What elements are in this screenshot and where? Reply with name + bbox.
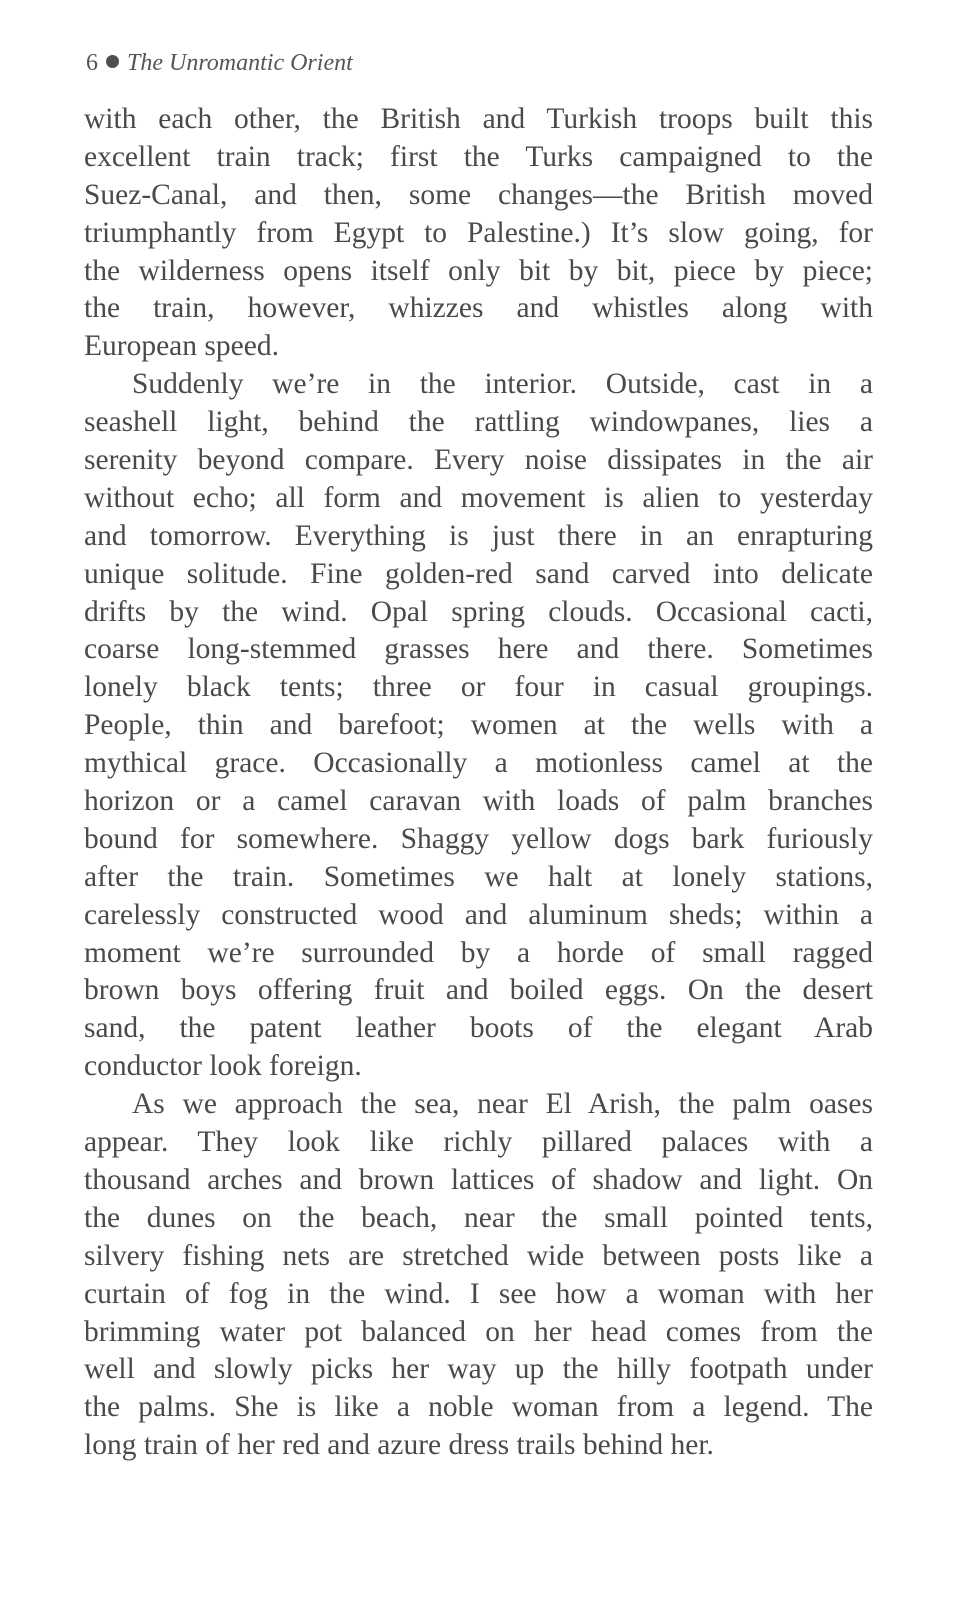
text-line: [84, 290, 873, 328]
text-line: [84, 972, 873, 1010]
text-line: [84, 897, 873, 935]
text-line-content: carelessly constructed wood and aluminum sheds; within a: [84, 898, 873, 931]
paragraph: [84, 1086, 873, 1465]
text-line-content: silvery fishing nets are stretched wide between posts like a: [84, 1239, 873, 1272]
text-line-content: coarse long-stemmed grasses here and there. Sometimes: [84, 633, 873, 666]
text-line: [84, 821, 873, 859]
text-line-content: horizon or a camel caravan with loads of palm branches: [84, 785, 873, 818]
text-line: [84, 1010, 873, 1048]
text-line-content: without echo; all form and movement is alien to yesterday: [84, 481, 873, 514]
text-line: [84, 1427, 873, 1465]
text-line-content: the dunes on the beach, near the small pointed tents,: [84, 1201, 873, 1234]
text-line-content: well and slowly picks her way up the hilly footpath under: [84, 1353, 873, 1386]
text-line: [84, 1276, 873, 1314]
text-line-content: triumphantly from Egypt to Palestine.) It’s slow going, for: [84, 216, 873, 249]
text-line: [84, 101, 873, 139]
text-line: [84, 177, 873, 215]
text-line: [84, 253, 873, 291]
running-head: [86, 48, 353, 78]
text-line: [84, 707, 873, 745]
text-line-content: the train, however, whizzes and whistles along with: [84, 292, 873, 325]
text-line-content: mythical grace. Occasionally a motionless camel at the: [84, 747, 873, 780]
text-line-content: excellent train track; first the Turks campaigned to the: [84, 140, 873, 173]
text-line-content: Suez-Canal, and then, some changes—the British moved: [84, 178, 873, 211]
text-line: [84, 594, 873, 632]
text-line-content: brown boys offering fruit and boiled eggs. On the desert: [84, 974, 873, 1007]
text-line: [84, 328, 873, 366]
text-line: [84, 404, 873, 442]
text-line-content: and tomorrow. Everything is just there in an enrapturing: [84, 519, 873, 552]
text-line: [84, 1124, 873, 1162]
text-line: [84, 1162, 873, 1200]
text-line: [84, 1048, 873, 1086]
text-line-content: conductor look foreign.: [84, 1050, 362, 1083]
text-line-content: seashell light, behind the rattling windowpanes, lies a: [84, 406, 873, 439]
text-line: [84, 631, 873, 669]
text-line-content: the palms. She is like a noble woman from a legend. The: [84, 1391, 873, 1424]
text-line: [84, 556, 873, 594]
text-line-content: People, thin and barefoot; women at the wells with a: [84, 709, 873, 742]
text-line: [84, 1200, 873, 1238]
text-line: [84, 1351, 873, 1389]
text-line: [84, 1389, 873, 1427]
text-line: [84, 783, 873, 821]
text-line-content: bound for somewhere. Shaggy yellow dogs bark furiously: [84, 822, 873, 855]
text-line-content: curtain of fog in the wind. I see how a woman with her: [84, 1277, 873, 1310]
bullet-dot-icon: [106, 55, 119, 68]
text-line-content: drifts by the wind. Opal spring clouds. Occasional cacti,: [84, 595, 873, 628]
text-line: [84, 1086, 873, 1124]
text-line: [84, 669, 873, 707]
book-title: The Unromantic Orient: [127, 50, 353, 76]
body-text: [84, 101, 873, 1465]
text-line-content: thousand arches and brown lattices of shadow and light. On: [84, 1163, 873, 1196]
text-line: [84, 442, 873, 480]
text-line-content: brimming water pot balanced on her head comes from the: [84, 1315, 873, 1348]
text-line: [84, 1314, 873, 1352]
text-line: [84, 935, 873, 973]
text-line-content: moment we’re surrounded by a horde of small ragged: [84, 936, 873, 969]
text-line-content: the wilderness opens itself only bit by bit, piece by piece;: [84, 254, 873, 287]
page-number: 6: [86, 50, 98, 76]
text-line-content: long train of her red and azure dress trails behind her.: [84, 1429, 714, 1462]
text-line-content: European speed.: [84, 330, 279, 363]
paragraph: [84, 101, 873, 366]
text-line: [84, 139, 873, 177]
text-line-content: with each other, the British and Turkish troops built this: [84, 103, 873, 135]
text-line: [84, 518, 873, 556]
text-line-content: after the train. Sometimes we halt at lonely stations,: [84, 860, 873, 893]
text-line-content: sand, the patent leather boots of the elegant Arab: [84, 1012, 873, 1045]
paragraph: [84, 366, 873, 1086]
text-line-content: lonely black tents; three or four in casual groupings.: [84, 671, 873, 704]
text-line: [84, 215, 873, 253]
text-line: [84, 859, 873, 897]
text-line: [84, 366, 873, 404]
text-line: [84, 1238, 873, 1276]
text-line-content: Suddenly we’re in the interior. Outside, cast in a: [132, 368, 873, 401]
text-line-content: unique solitude. Fine golden-red sand carved into delicate: [84, 557, 873, 590]
text-line-content: appear. They look like richly pillared palaces with a: [84, 1126, 873, 1159]
text-line-content: serenity beyond compare. Every noise dissipates in the air: [84, 444, 873, 477]
text-line-content: As we approach the sea, near El Arish, the palm oases: [132, 1088, 873, 1121]
text-line: [84, 745, 873, 783]
text-line: [84, 480, 873, 518]
